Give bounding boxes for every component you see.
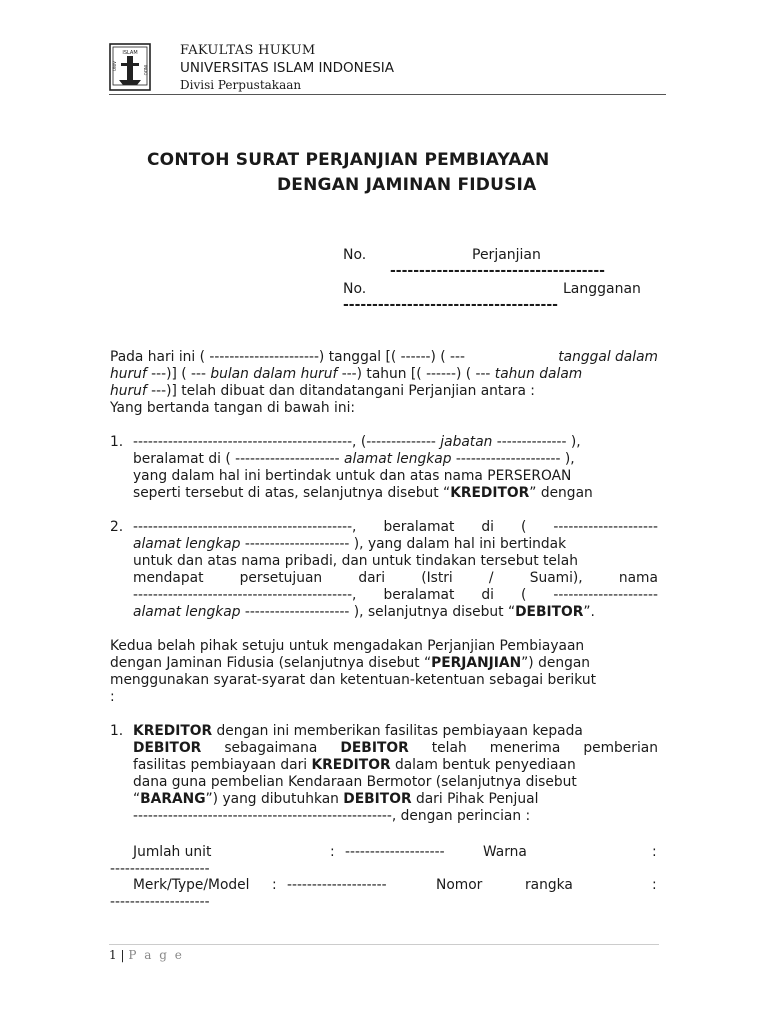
clause1-line-3: fasilitas pembiayaan dari KREDITOR dalam bentuk penyediaan	[133, 757, 576, 773]
page-label: P a g e	[128, 948, 184, 962]
rangka-value: --------------------	[110, 894, 210, 910]
clause1-line-5: “BARANG”) yang dibutuhkan DEBITOR dari Pihak Penjual	[133, 791, 539, 807]
party1-line-1: --------------------------------------------, (-------------- jabatan -------------- ),	[133, 434, 581, 450]
clause1-line-2: DEBITOR sebagaimana DEBITOR telah menerima pemberian	[133, 740, 658, 756]
jumlah-unit-colon: :	[330, 844, 335, 860]
svg-text:INDO: INDO	[143, 65, 148, 76]
party2-line-5: --------------------------------------------, beralamat di ( ---------------------	[133, 587, 658, 603]
merk-value: --------------------	[287, 877, 387, 893]
party2-line-4: mendapat persetujuan dari (Istri / Suami), nama	[133, 570, 658, 586]
intro-line-4: Yang bertanda tangan di bawah ini:	[110, 400, 356, 416]
header-divider	[109, 94, 666, 95]
agreement-no-dashes: -------------------------------------	[390, 263, 605, 279]
party1-number: 1.	[110, 434, 124, 450]
nomor-label: Nomor	[436, 877, 483, 893]
warna-label: Warna	[483, 844, 527, 860]
jumlah-unit-label: Jumlah unit	[133, 844, 212, 860]
intro-line-3: huruf ---)] telah dibuat dan ditandatangani Perjanjian antara :	[110, 383, 535, 399]
party1-line-2: beralamat di ( --------------------- alamat lengkap --------------------- ),	[133, 451, 575, 467]
university-logo	[109, 43, 151, 93]
document-title-line1: CONTOH SURAT PERJANJIAN PEMBIAYAAN	[147, 150, 550, 170]
merk-label: Merk/Type/Model	[133, 877, 250, 893]
agree-line-3: menggunakan syarat-syarat dan ketentuan-ketentuan sebagai berikut	[110, 672, 596, 688]
rangka-label: rangka	[525, 877, 573, 893]
svg-text:ISLAM: ISLAM	[122, 50, 138, 56]
university-name: UNIVERSITAS ISLAM INDONESIA	[180, 60, 395, 76]
party2-line-1: --------------------------------------------, beralamat di ( ---------------------	[133, 519, 658, 535]
warna-colon: :	[652, 844, 657, 860]
agreement-no-word: Perjanjian	[472, 247, 541, 263]
rangka-colon: :	[652, 877, 657, 893]
jumlah-unit-value: --------------------	[345, 844, 445, 860]
agree-line-1: Kedua belah pihak setuju untuk mengadakan Perjanjian Pembiayaan	[110, 638, 585, 654]
division-name: Divisi Perpustakaan	[180, 78, 302, 92]
party1-line-4: seperti tersebut di atas, selanjutnya disebut “KREDITOR” dengan	[133, 485, 593, 501]
party1-line-3: yang dalam hal ini bertindak untuk dan atas nama PERSEROAN	[133, 468, 572, 484]
faculty-name: FAKULTAS HUKUM	[180, 43, 316, 58]
clause1-line-6: ----------------------------------------------------, dengan perincian :	[133, 808, 531, 824]
page-separator: |	[120, 948, 125, 962]
party2-line-6: alamat lengkap --------------------- ), selanjutnya disebut “DEBITOR”.	[133, 604, 595, 620]
party2-line-3: untuk dan atas nama pribadi, dan untuk tindakan tersebut telah	[133, 553, 578, 569]
agreement-no-label: No.	[343, 247, 367, 263]
intro-line-2: huruf ---)] ( --- bulan dalam huruf ---) tahun [( ------) ( --- tahun dalam	[110, 366, 583, 382]
clause1-number: 1.	[110, 723, 124, 739]
party2-number: 2.	[110, 519, 124, 535]
clause1-line-4: dana guna pembelian Kendaraan Bermotor (selanjutnya disebut	[133, 774, 577, 790]
svg-text:UNIV: UNIV	[112, 61, 117, 71]
footer-divider	[109, 944, 659, 945]
page-number: 1	[109, 948, 117, 962]
customer-no-dashes: -------------------------------------	[343, 297, 558, 313]
document-title-line2: DENGAN JAMINAN FIDUSIA	[277, 175, 537, 195]
clause1-line-1: KREDITOR dengan ini memberikan fasilitas pembiayaan kepada	[133, 723, 583, 739]
intro-line-1: Pada hari ini ( ----------------------) tanggal [( ------) ( --- tanggal dalam	[110, 349, 658, 365]
agree-line-4: :	[110, 689, 115, 705]
party2-line-2: alamat lengkap --------------------- ), yang dalam hal ini bertindak	[133, 536, 567, 552]
warna-value: --------------------	[110, 861, 210, 877]
customer-no-label: No.	[343, 281, 367, 297]
merk-colon: :	[272, 877, 277, 893]
page-footer	[109, 948, 184, 962]
customer-no-word: Langganan	[563, 281, 641, 297]
agree-line-2: dengan Jaminan Fidusia (selanjutnya disebut “PERJANJIAN”) dengan	[110, 655, 591, 671]
